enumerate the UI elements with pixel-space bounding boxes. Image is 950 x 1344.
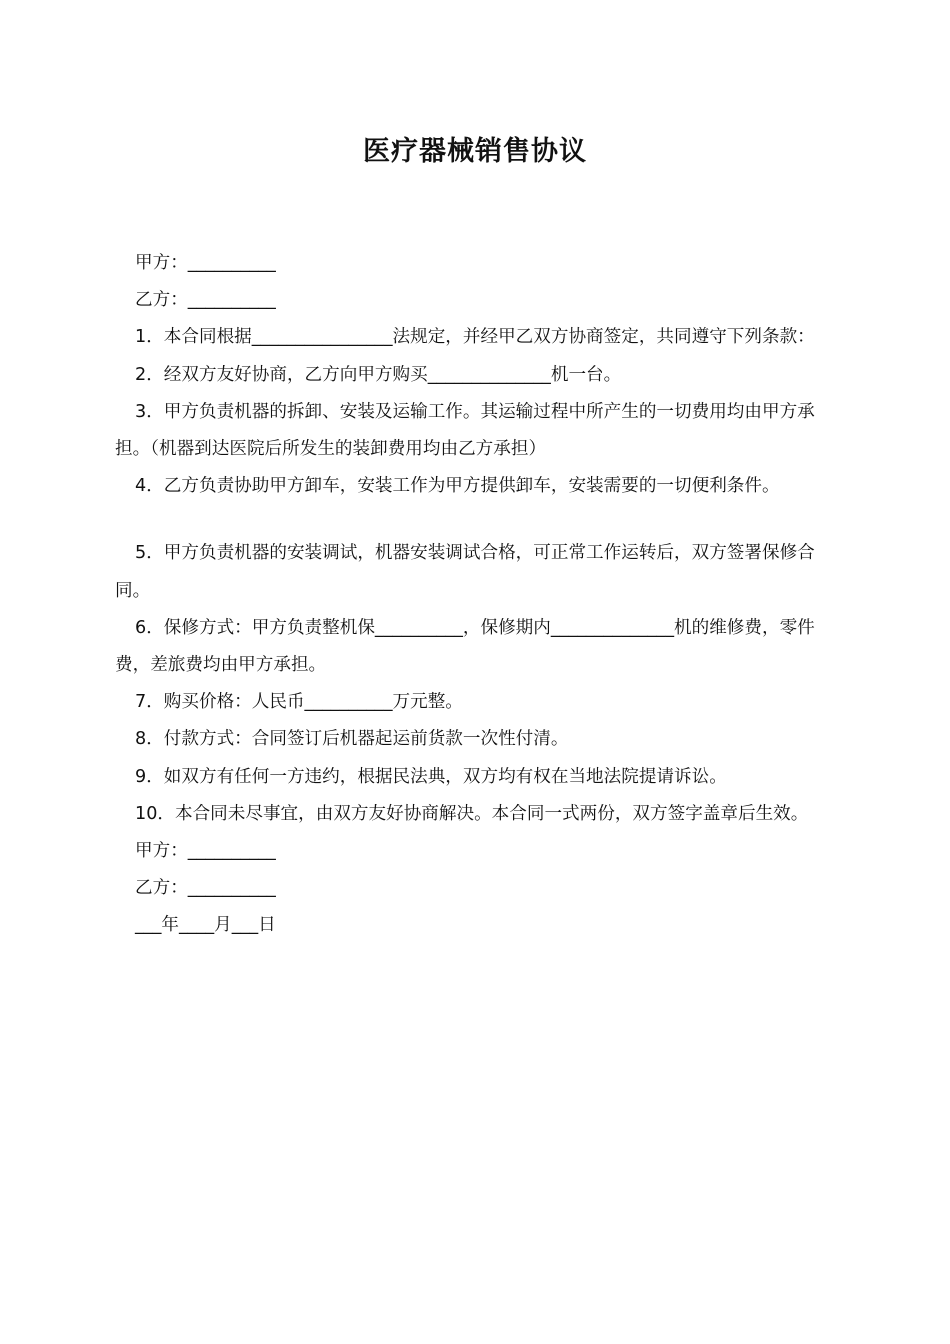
clause-5: 5．甲方负责机器的安装调试，机器安装调试合格，可正常工作运转后，双方签署保修合同。 [115,543,815,601]
clause-3: 3．甲方负责机器的拆卸、安装及运输工作。其运输过程中所产生的一切费用均由甲方承担。（机器到达医院后所发生的装卸费用均由乙方承担） [115,401,815,460]
clause-7: 7．购买价格：人民币__________万元整。 [135,692,463,713]
clause-9: 9．如双方有任何一方违约，根据民法典，双方均有权在当地法院提请诉讼。 [135,766,727,787]
clause-2: 2．经双方友好协商，乙方向甲方购买______________机一台。 [135,364,622,385]
clause-10: 10．本合同未尽事宜，由双方友好协商解决。本合同一式两份，双方签字盖章后生效。 [135,803,809,824]
signature-party-a: 甲方：__________ [135,841,276,862]
signature-date: ___年____月___日 [135,915,276,936]
party-a-line: 甲方：__________ [135,253,276,273]
signature-party-b: 乙方：__________ [135,878,276,899]
clause-8: 8．付款方式：合同签订后机器起运前货款一次性付清。 [135,729,569,750]
party-b-line: 乙方：__________ [135,290,276,311]
document-title: 医疗器械销售协议 [363,136,587,167]
clause-4: 4．乙方负责协助甲方卸车，安装工作为甲方提供卸车，安装需要的一切便利条件。 [135,476,780,497]
paragraph-gap [115,505,835,535]
document-body [115,245,835,945]
clause-1: 1．本合同根据________________法规定，并经甲乙双方协商签定，共同遵守下列条款： [135,327,815,348]
clause-6: 6．保修方式：甲方负责整机保__________，保修期内______________机的维修费，零件费，差旅费均由甲方承担。 [115,617,815,676]
